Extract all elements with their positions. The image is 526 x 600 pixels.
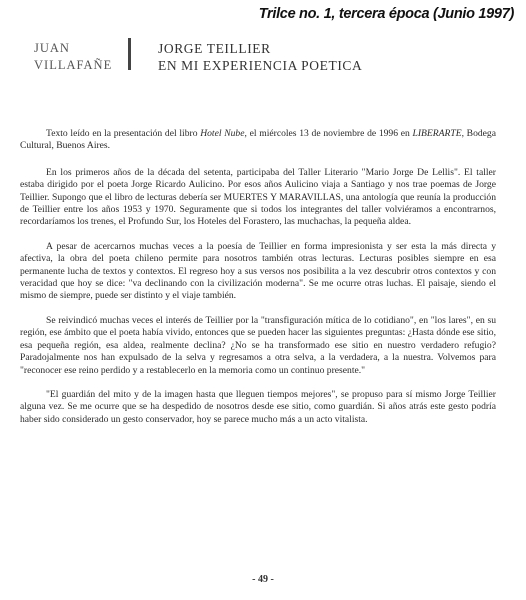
article-title bbox=[158, 40, 362, 74]
article-body bbox=[20, 128, 496, 438]
article-title-line-1: JORGE TEILLIER bbox=[158, 41, 271, 56]
author-first-name: JUAN bbox=[34, 41, 70, 55]
author-name bbox=[34, 40, 112, 74]
author-last-name: VILLAFAÑE bbox=[34, 58, 113, 72]
book-title: Hotel Nube bbox=[200, 128, 245, 139]
intro-prefix: Texto leído en la presentación del libro bbox=[46, 128, 201, 139]
intro-suffix: , Bodega Cultural, Buenos Aires. bbox=[20, 128, 496, 152]
header-divider bbox=[128, 38, 131, 70]
intro-middle: , el miércoles 13 de noviembre de 1996 en bbox=[244, 128, 413, 139]
article-title-line-2: EN MI EXPERIENCIA POETICA bbox=[158, 58, 363, 73]
paragraph-2: A pesar de acercarnos muchas veces a la poesía de Teillier en forma impresionista y ser esta la más directa y afectiva, la obra del poeta chileno permite para nosotros también otras lecturas. Lecturas posibles siempre en esa permanente lucha de textos y contextos. El regreso hoy a sus versos nos posibilita a la vez descubrir otros contextos y con veracidad que hoy se dice: "va declinando con la civilización moderna". Se me ocurre otras luchas. El paisaje, siendo el mismo de siempre, puede ser distinto y el viaje también. bbox=[20, 240, 496, 302]
venue-name: LIBERARTE bbox=[412, 128, 462, 139]
journal-header: Trilce no. 1, tercera época (Junio 1997) bbox=[258, 6, 514, 22]
paragraph-3: Se reivindicó muchas veces el interés de Teillier por la "transfiguración mítica de lo cotidiano", en "los lares", en su región, ese ámbito que el poeta había vivido, entonces que se pueden hacer las siguientes preguntas: ¿Hasta dónde ese sitio, esa pequeña región, esa aldea, realmente declina? ¿No se ha transformado ese sitio en nuestro verdadero refugio? Paradojalmente nos han expulsado de la selva y regresamos a otra selva, a la verdadera, a la nuestra. Volvemos para "reconocer ese reino perdido y a restablecerlo en la memoria como un continuo presente." bbox=[20, 314, 496, 376]
intro-note bbox=[20, 128, 496, 153]
paragraph-4: "El guardián del mito y de la imagen hasta que lleguen tiempos mejores", se propuso para sí mismo Jorge Teillier alguna vez. Se me ocurre que se ha despedido de nosotros desde ese sitio, como guardián. Si años atrás este gesto podría haber sido considerado un gesto conservador, hoy se parece mucho más a un acto vitalista. bbox=[20, 388, 496, 425]
paragraph-1: En los primeros años de la década del setenta, participaba del Taller Literario "Mario Jorge De Lellis". El taller estaba dirigido por el poeta Jorge Ricardo Aulicino. Por esos años Aulicino viaja a Santiago y nos trae poemas de Jorge Teillier. Supongo que el libro de lecturas debería ser MUERTES Y MARAVILLAS, una antología que reunía la producción de Teillier entre los años 1953 y 1970. Seguramente que si todos los integrantes del taller volviéramos a encontrarnos, recordaríamos los trenes, el Profundo Sur, los Hoteles del Forastero, las muchachas, la pequeña aldea. bbox=[20, 166, 496, 228]
page-number: - 49 - bbox=[252, 574, 274, 585]
